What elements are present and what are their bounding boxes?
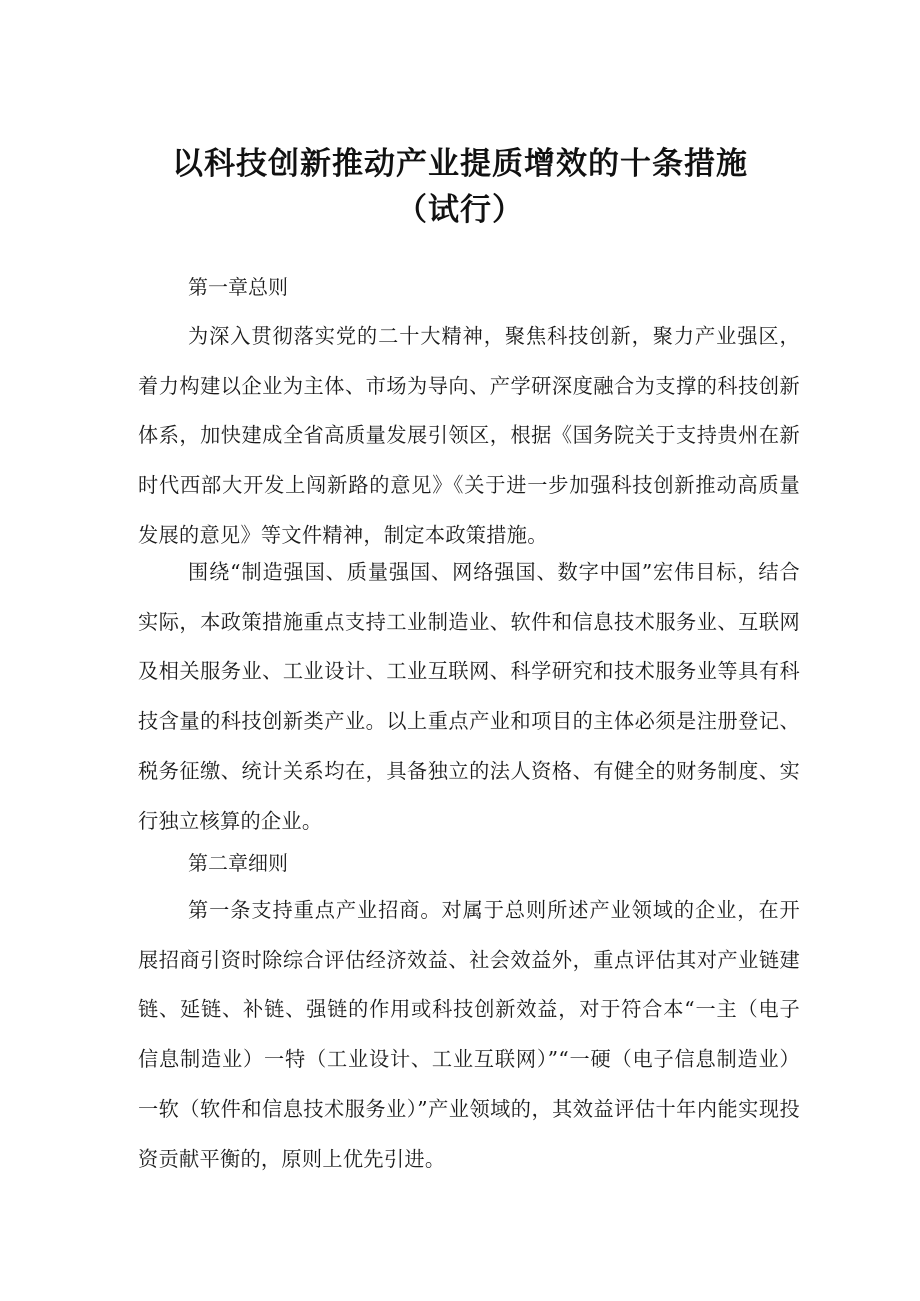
paragraph-article-1: 第一条支持重点产业招商。对属于总则所述产业领域的企业，在开展招商引资时除综合评估经济效益、社会效益外，重点评估其对产业链建链、延链、补链、强链的作用或科技创新效益，对于符合本“一主（电子信息制造业）一特（工业设计、工业互联网）”“一硬（电子信息制造业）一软（软件和信息技术服务业）”产业领域的，其效益评估十年内能实现投资贡献平衡的，原则上优先引进。 <box>138 898 800 1171</box>
paragraph-scope: 围绕“制造强国、质量强国、网络强国、数字中国”宏伟目标，结合实际，本政策措施重点支持工业制造业、软件和信息技术服务业、互联网及相关服务业、工业设计、工业互联网、科学研究和技术服务业等具有科技含量的科技创新类产业。以上重点产业和项目的主体必须是注册登记、税务征缴、统计关系均在，具备独立的法人资格、有健全的财务制度、实行独立核算的企业。 <box>138 560 800 833</box>
paragraph-purpose: 为深入贯彻落实党的二十大精神，聚焦科技创新，聚力产业强区，着力构建以企业为主体、市场为导向、产学研深度融合为支撑的科技创新体系，加快建成全省高质量发展引领区，根据《国务院关于支持贵州在新时代西部大开发上闯新路的意见》《关于进一步加强科技创新推动高质量发展的意见》等文件精神，制定本政策措施。 <box>138 324 800 547</box>
chapter-heading-general: 第一章总则 <box>188 275 288 299</box>
document-subtitle: （试行） <box>396 192 524 228</box>
chapter-heading-details: 第二章细则 <box>188 851 288 875</box>
document-title: 以科技创新推动产业提质增效的十条措施 <box>172 146 748 182</box>
